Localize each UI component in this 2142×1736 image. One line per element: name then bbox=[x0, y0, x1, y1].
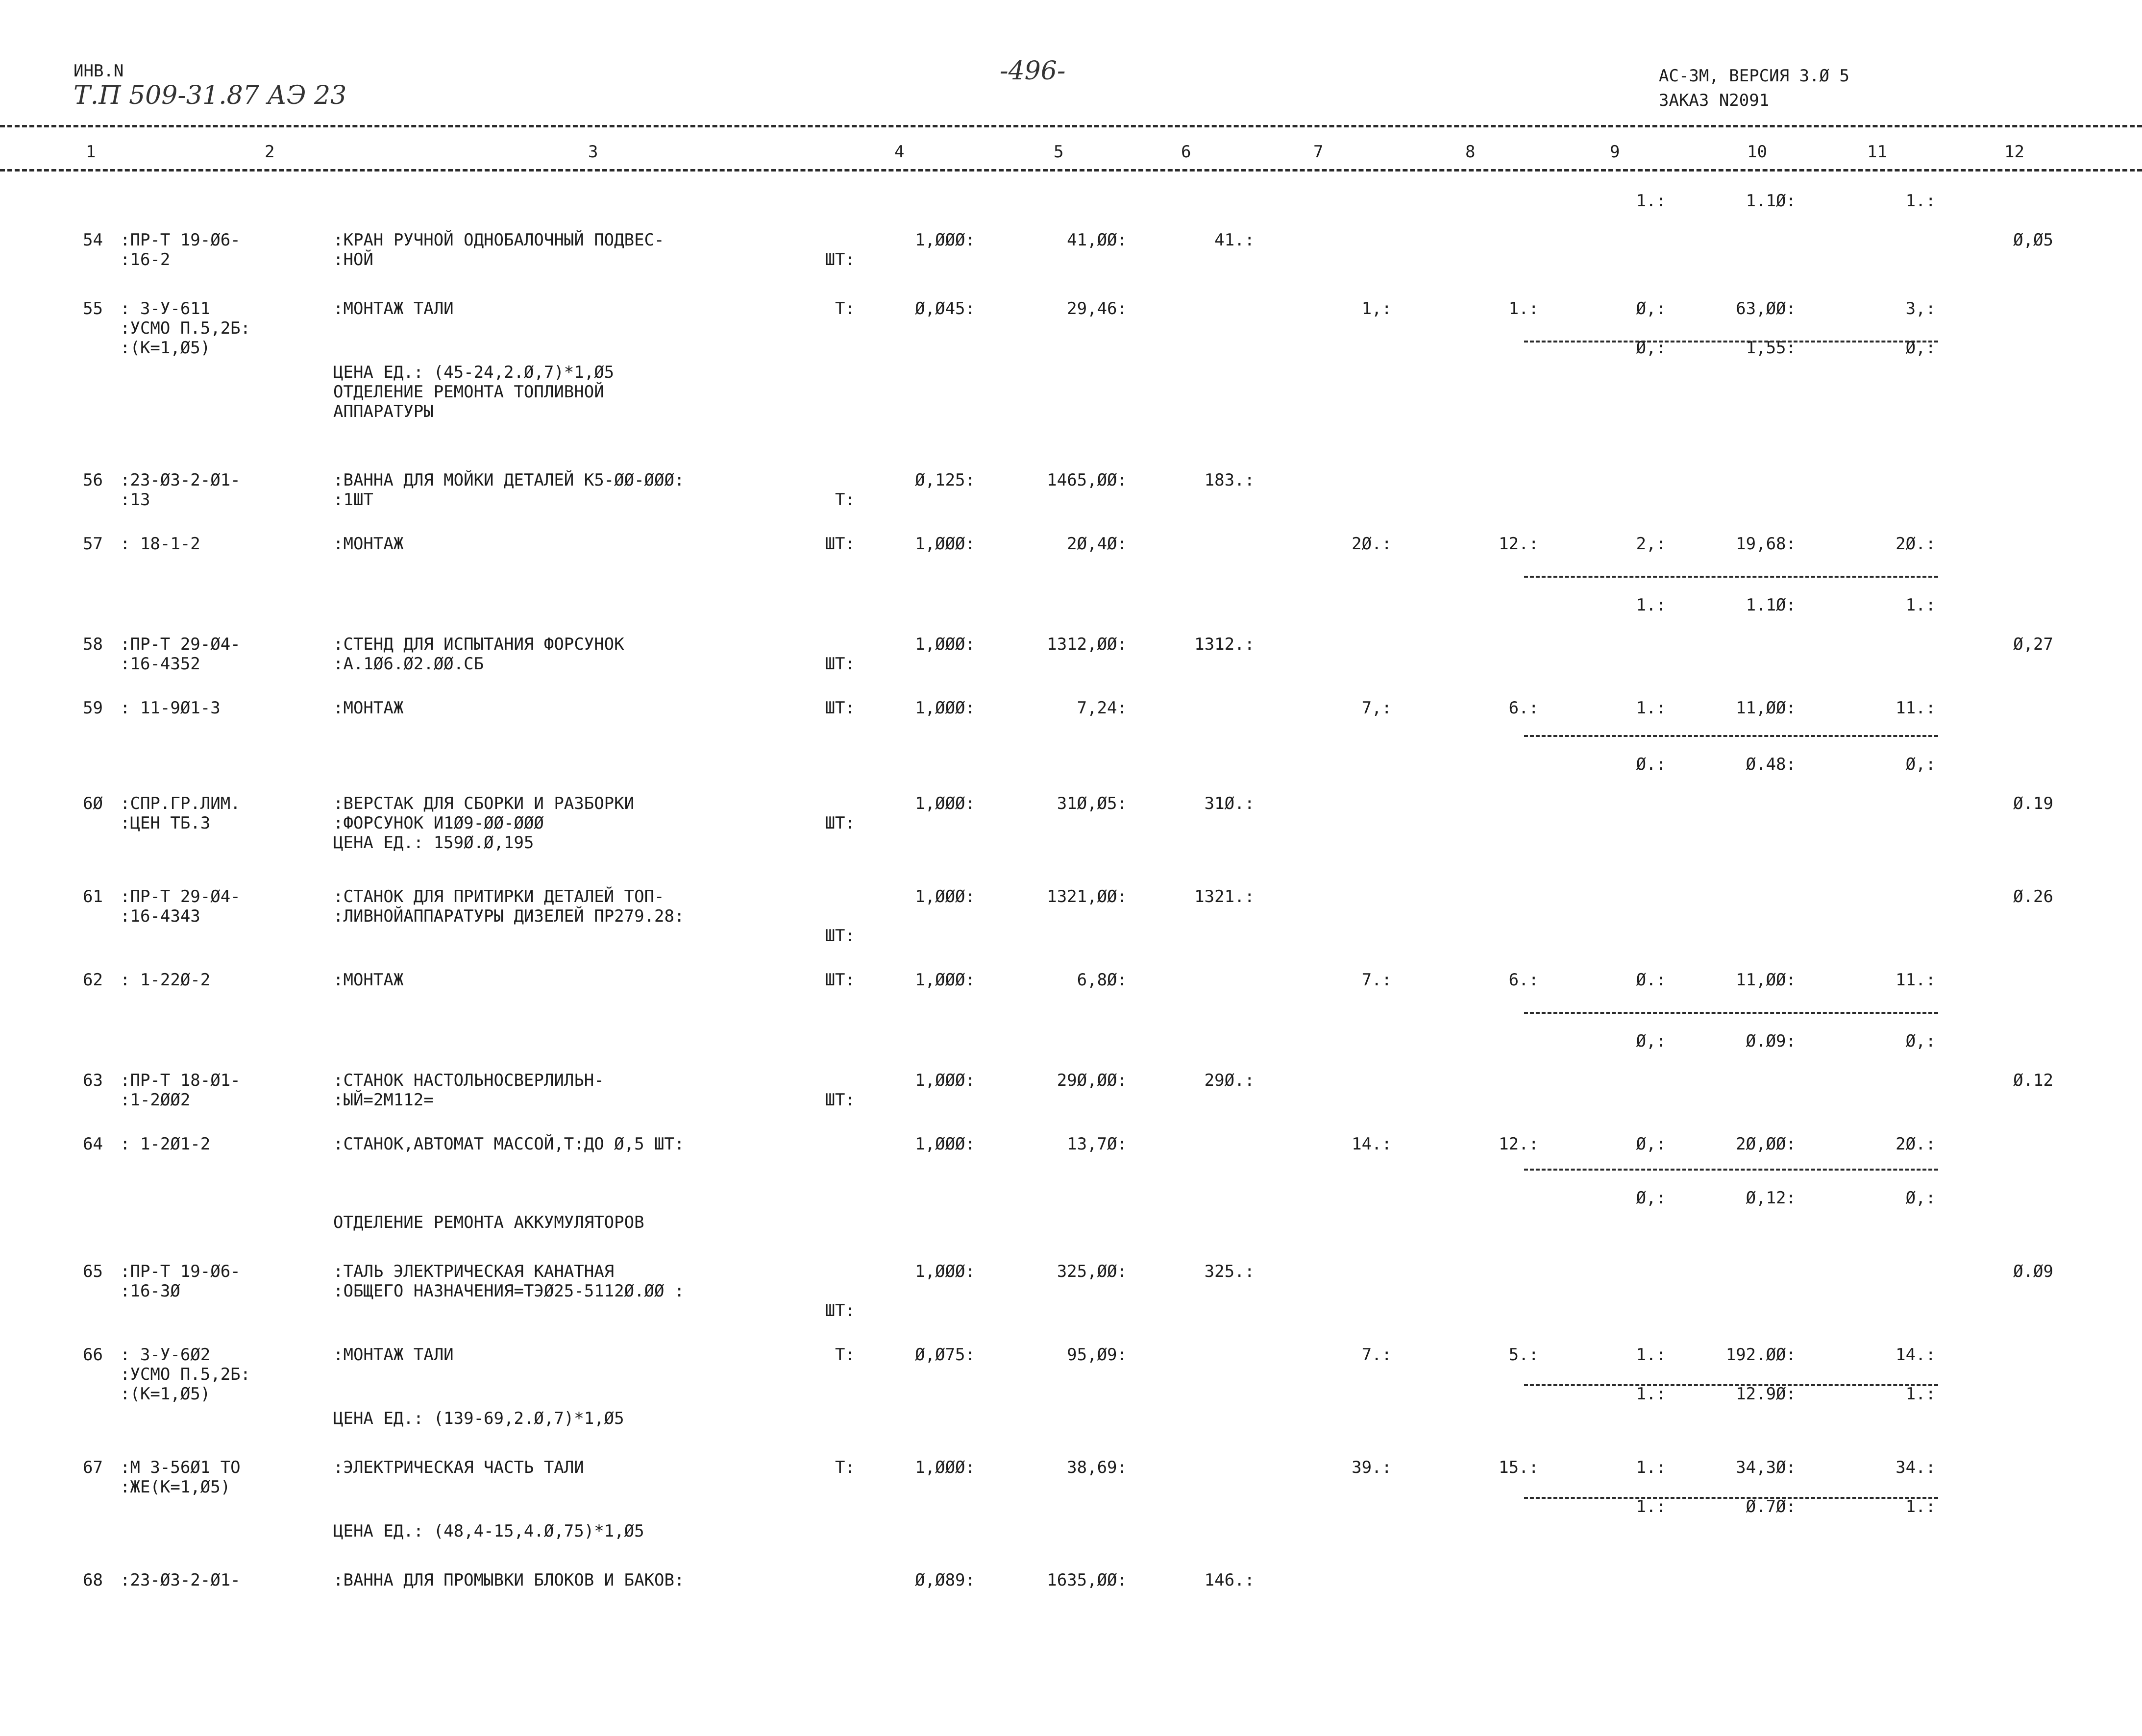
table-cell-c7: 39.: bbox=[1352, 1458, 1392, 1477]
table-cell-c1: 61 bbox=[83, 887, 103, 906]
table-cell-c3u: Т: bbox=[835, 299, 855, 318]
table-cell-c3u: ШТ: bbox=[825, 698, 855, 718]
table-cell-c10: Ø,12: bbox=[1746, 1188, 1796, 1208]
table-cell-c2: : 11-9Ø1-3 bbox=[120, 698, 221, 718]
column-header-7: 7 bbox=[1313, 142, 1324, 162]
table-cell-c10: 63,ØØ: bbox=[1736, 299, 1796, 318]
table-cell-c9: Ø,: bbox=[1636, 299, 1666, 318]
table-cell-c3u: ШТ: bbox=[825, 813, 855, 833]
column-header-12: 12 bbox=[2004, 142, 2024, 162]
column-header-9: 9 bbox=[1610, 142, 1620, 162]
table-cell-c2: : 18-1-2 bbox=[120, 534, 200, 554]
table-cell-c1: 55 bbox=[83, 299, 103, 318]
table-cell-c9: 1.: bbox=[1636, 595, 1666, 615]
column-header-2: 2 bbox=[265, 142, 275, 162]
table-cell-c3u: ШТ: bbox=[825, 970, 855, 990]
table-cell-c4: 1,ØØØ: bbox=[915, 1262, 975, 1281]
table-cell-c5: 95,Ø9: bbox=[1067, 1345, 1127, 1365]
table-cell-c12: Ø,27 bbox=[2013, 635, 2053, 654]
table-cell-c7: 1,: bbox=[1361, 299, 1392, 318]
table-cell-c2: : 1-22Ø-2 bbox=[120, 970, 211, 990]
table-cell-c5: 31Ø,Ø5: bbox=[1057, 794, 1127, 813]
header-separator-bottom bbox=[0, 169, 2142, 171]
table-cell-c11: 1.: bbox=[1905, 595, 1936, 615]
column-header-10: 10 bbox=[1747, 142, 1767, 162]
table-cell-c4: 1,ØØØ: bbox=[915, 635, 975, 654]
table-cell-c8: 12.: bbox=[1499, 534, 1539, 554]
table-cell-c10: Ø.Ø9: bbox=[1746, 1031, 1796, 1051]
table-cell-c3: АППАРАТУРЫ bbox=[333, 402, 434, 421]
cost-subrow-divider bbox=[1524, 1012, 1938, 1014]
table-cell-c9: 1.: bbox=[1636, 1497, 1666, 1516]
table-cell-c9: 2,: bbox=[1636, 534, 1666, 554]
table-cell-c9: Ø.: bbox=[1636, 970, 1666, 990]
table-cell-c3: :МОНТАЖ ТАЛИ bbox=[333, 299, 454, 318]
table-cell-c4: Ø,125: bbox=[915, 470, 975, 490]
table-cell-c2: :ПР-Т 19-Ø6- bbox=[120, 1262, 241, 1281]
table-cell-c3: :1ШТ bbox=[333, 490, 373, 510]
table-cell-c3: ЦЕНА ЕД.: 159Ø.Ø,195 bbox=[333, 833, 534, 853]
table-cell-c9: 1.: bbox=[1636, 191, 1666, 211]
table-cell-c2: : 1-2Ø1-2 bbox=[120, 1134, 211, 1154]
table-cell-c9: Ø.: bbox=[1636, 755, 1666, 774]
table-cell-c10: 1.1Ø: bbox=[1746, 191, 1796, 211]
table-cell-c5: 13,7Ø: bbox=[1067, 1134, 1127, 1154]
table-cell-c5: 1321,ØØ: bbox=[1047, 887, 1127, 906]
table-cell-c3: ОТДЕЛЕНИЕ РЕМОНТА ТОПЛИВНОЙ bbox=[333, 382, 604, 402]
handwritten-reference: Т.П 509-31.87 АЭ 23 bbox=[74, 81, 347, 110]
table-cell-c3: :ФОРСУНОК И1Ø9-ØØ-ØØØ bbox=[333, 813, 544, 833]
table-cell-c11: Ø,: bbox=[1905, 755, 1936, 774]
cost-subrow-divider bbox=[1524, 1384, 1938, 1386]
table-cell-c11: 14.: bbox=[1896, 1345, 1936, 1365]
table-cell-c3u: ШТ: bbox=[825, 1090, 855, 1110]
header-separator-top bbox=[0, 125, 2142, 127]
table-cell-c2: :ЦЕН ТБ.3 bbox=[120, 813, 211, 833]
cost-subrow-divider bbox=[1524, 341, 1938, 342]
table-cell-c3: :ЛИВНОЙАППАРАТУРЫ ДИЗЕЛЕЙ ПР279.28: bbox=[333, 906, 685, 926]
table-cell-c4: Ø,Ø45: bbox=[915, 299, 975, 318]
table-cell-c11: Ø,: bbox=[1905, 1031, 1936, 1051]
table-cell-c3: :КРАН РУЧНОЙ ОДНОБАЛОЧНЫЙ ПОДВЕС- bbox=[333, 230, 665, 250]
table-cell-c1: 62 bbox=[83, 970, 103, 990]
table-cell-c10: 11,ØØ: bbox=[1736, 698, 1796, 718]
table-cell-c10: 19,68: bbox=[1736, 534, 1796, 554]
cost-subrow-divider bbox=[1524, 735, 1938, 737]
table-cell-c8: 5.: bbox=[1508, 1345, 1539, 1365]
table-cell-c6: 41.: bbox=[1214, 230, 1255, 250]
table-cell-c11: 2Ø.: bbox=[1896, 534, 1936, 554]
table-cell-c2: :(К=1,Ø5) bbox=[120, 338, 211, 358]
table-cell-c2: :М 3-56Ø1 ТО bbox=[120, 1458, 241, 1477]
table-cell-c3u: ШТ: bbox=[825, 534, 855, 554]
table-cell-c2: :16-2 bbox=[120, 250, 171, 269]
table-cell-c7: 14.: bbox=[1352, 1134, 1392, 1154]
table-cell-c5: 29Ø,ØØ: bbox=[1057, 1071, 1127, 1090]
table-cell-c8: 1.: bbox=[1508, 299, 1539, 318]
order-number: ЗАКАЗ N2091 bbox=[1659, 91, 1770, 110]
table-cell-c11: Ø,: bbox=[1905, 338, 1936, 358]
table-cell-c3: ОТДЕЛЕНИЕ РЕМОНТА АККУМУЛЯТОРОВ bbox=[333, 1213, 644, 1232]
table-cell-c3: ЦЕНА ЕД.: (48,4-15,4.Ø,75)*1,Ø5 bbox=[333, 1521, 644, 1541]
table-cell-c2: :(К=1,Ø5) bbox=[120, 1384, 211, 1404]
table-cell-c10: 2Ø,ØØ: bbox=[1736, 1134, 1796, 1154]
table-cell-c2: :13 bbox=[120, 490, 150, 510]
table-cell-c6: 29Ø.: bbox=[1204, 1071, 1255, 1090]
table-cell-c6: 183.: bbox=[1204, 470, 1255, 490]
table-cell-c5: 41,ØØ: bbox=[1067, 230, 1127, 250]
table-cell-c9: 1.: bbox=[1636, 698, 1666, 718]
table-cell-c3: :НОЙ bbox=[333, 250, 373, 269]
table-cell-c10: 1,55: bbox=[1746, 338, 1796, 358]
cost-subrow-divider bbox=[1524, 576, 1938, 578]
table-cell-c5: 6,8Ø: bbox=[1077, 970, 1127, 990]
column-header-5: 5 bbox=[1054, 142, 1064, 162]
table-cell-c5: 38,69: bbox=[1067, 1458, 1127, 1477]
table-cell-c3u: ШТ: bbox=[825, 1301, 855, 1320]
table-cell-c7: 2Ø.: bbox=[1352, 534, 1392, 554]
table-cell-c9: Ø,: bbox=[1636, 1134, 1666, 1154]
table-cell-c9: 1.: bbox=[1636, 1458, 1666, 1477]
column-header-1: 1 bbox=[86, 142, 96, 162]
table-cell-c3: :МОНТАЖ ТАЛИ bbox=[333, 1345, 454, 1365]
table-cell-c4: 1,ØØØ: bbox=[915, 970, 975, 990]
table-cell-c10: 11,ØØ: bbox=[1736, 970, 1796, 990]
table-cell-c4: 1,ØØØ: bbox=[915, 534, 975, 554]
table-cell-c9: 1.: bbox=[1636, 1345, 1666, 1365]
cost-subrow-divider bbox=[1524, 1497, 1938, 1499]
table-cell-c2: :16-3Ø bbox=[120, 1281, 180, 1301]
table-cell-c2: :ЖЕ(К=1,Ø5) bbox=[120, 1477, 231, 1497]
table-cell-c12: Ø.12 bbox=[2013, 1071, 2053, 1090]
column-header-8: 8 bbox=[1465, 142, 1476, 162]
table-cell-c9: Ø,: bbox=[1636, 1188, 1666, 1208]
table-cell-c11: 2Ø.: bbox=[1896, 1134, 1936, 1154]
table-cell-c4: 1,ØØØ: bbox=[915, 887, 975, 906]
table-cell-c9: Ø,: bbox=[1636, 338, 1666, 358]
table-cell-c8: 6.: bbox=[1508, 970, 1539, 990]
table-cell-c3u: ШТ: bbox=[825, 926, 855, 946]
table-cell-c7: 7,: bbox=[1361, 698, 1392, 718]
table-cell-c3: :ЭЛЕКТРИЧЕСКАЯ ЧАСТЬ ТАЛИ bbox=[333, 1458, 584, 1477]
table-cell-c5: 1465,ØØ: bbox=[1047, 470, 1127, 490]
table-cell-c3u: Т: bbox=[835, 1458, 855, 1477]
table-cell-c6: 31Ø.: bbox=[1204, 794, 1255, 813]
table-cell-c7: 7.: bbox=[1361, 970, 1392, 990]
table-cell-c5: 1312,ØØ: bbox=[1047, 635, 1127, 654]
table-cell-c3: :МОНТАЖ bbox=[333, 698, 404, 718]
table-cell-c10: 12.9Ø: bbox=[1736, 1384, 1796, 1404]
table-cell-c10: 34,3Ø: bbox=[1736, 1458, 1796, 1477]
table-cell-c10: 1.1Ø: bbox=[1746, 595, 1796, 615]
column-header-3: 3 bbox=[588, 142, 598, 162]
table-cell-c11: 11.: bbox=[1896, 970, 1936, 990]
table-cell-c4: 1,ØØØ: bbox=[915, 1071, 975, 1090]
table-cell-c1: 66 bbox=[83, 1345, 103, 1365]
table-cell-c5: 325,ØØ: bbox=[1057, 1262, 1127, 1281]
table-cell-c1: 64 bbox=[83, 1134, 103, 1154]
table-cell-c12: Ø.26 bbox=[2013, 887, 2053, 906]
table-cell-c10: 192.ØØ: bbox=[1725, 1345, 1796, 1365]
table-cell-c2: :23-Ø3-2-Ø1- bbox=[120, 470, 241, 490]
table-cell-c11: 3,: bbox=[1905, 299, 1936, 318]
table-cell-c1: 59 bbox=[83, 698, 103, 718]
table-cell-c10: Ø.48: bbox=[1746, 755, 1796, 774]
table-cell-c3: :МОНТАЖ bbox=[333, 970, 404, 990]
table-cell-c2: :16-4343 bbox=[120, 906, 200, 926]
table-cell-c2: :СПР.ГР.ЛИМ. bbox=[120, 794, 241, 813]
table-cell-c3: ЦЕНА ЕД.: (45-24,2.Ø,7)*1,Ø5 bbox=[333, 363, 615, 382]
table-cell-c2: : 3-У-611 bbox=[120, 299, 211, 318]
table-cell-c1: 63 bbox=[83, 1071, 103, 1090]
table-cell-c3u: ШТ: bbox=[825, 250, 855, 269]
table-cell-c6: 146.: bbox=[1204, 1570, 1255, 1590]
table-cell-c2: :ПР-Т 18-Ø1- bbox=[120, 1071, 241, 1090]
table-cell-c2: :1-2ØØ2 bbox=[120, 1090, 191, 1110]
table-cell-c10: Ø.7Ø: bbox=[1746, 1497, 1796, 1516]
table-cell-c3: :МОНТАЖ bbox=[333, 534, 404, 554]
table-cell-c11: Ø,: bbox=[1905, 1188, 1936, 1208]
table-cell-c5: 29,46: bbox=[1067, 299, 1127, 318]
table-cell-c3: :А.1Ø6.Ø2.ØØ.СБ bbox=[333, 654, 484, 674]
table-cell-c3: :ТАЛЬ ЭЛЕКТРИЧЕСКАЯ КАНАТНАЯ bbox=[333, 1262, 615, 1281]
table-cell-c3: :ВАННА ДЛЯ ПРОМЫВКИ БЛОКОВ И БАКОВ: bbox=[333, 1570, 685, 1590]
table-cell-c11: 34.: bbox=[1896, 1458, 1936, 1477]
table-cell-c6: 1312.: bbox=[1194, 635, 1255, 654]
table-cell-c3: :СТАНОК ДЛЯ ПРИТИРКИ ДЕТАЛЕЙ ТОП- bbox=[333, 887, 665, 906]
inventory-label: ИНВ.N bbox=[74, 61, 124, 81]
table-cell-c9: Ø,: bbox=[1636, 1031, 1666, 1051]
table-cell-c2: :ПР-Т 19-Ø6- bbox=[120, 230, 241, 250]
table-cell-c3: :СТЕНД ДЛЯ ИСПЫТАНИЯ ФОРСУНОК bbox=[333, 635, 624, 654]
table-cell-c8: 15.: bbox=[1499, 1458, 1539, 1477]
table-cell-c2: :16-4352 bbox=[120, 654, 200, 674]
cost-subrow-divider bbox=[1524, 1169, 1938, 1171]
table-cell-c1: 67 bbox=[83, 1458, 103, 1477]
table-cell-c1: 6Ø bbox=[83, 794, 103, 813]
table-cell-c1: 56 bbox=[83, 470, 103, 490]
table-cell-c4: Ø,Ø89: bbox=[915, 1570, 975, 1590]
table-cell-c5: 7,24: bbox=[1077, 698, 1127, 718]
table-cell-c1: 65 bbox=[83, 1262, 103, 1281]
table-cell-c11: 1.: bbox=[1905, 191, 1936, 211]
table-cell-c11: 1.: bbox=[1905, 1384, 1936, 1404]
table-cell-c2: :ПР-Т 29-Ø4- bbox=[120, 887, 241, 906]
column-header-6: 6 bbox=[1181, 142, 1191, 162]
table-cell-c4: 1,ØØØ: bbox=[915, 230, 975, 250]
table-cell-c2: : 3-У-6Ø2 bbox=[120, 1345, 211, 1365]
table-cell-c3: :ОБЩЕГО НАЗНАЧЕНИЯ=ТЭØ25-5112Ø.ØØ : bbox=[333, 1281, 685, 1301]
table-cell-c11: 1.: bbox=[1905, 1497, 1936, 1516]
table-cell-c7: 7.: bbox=[1361, 1345, 1392, 1365]
table-cell-c1: 58 bbox=[83, 635, 103, 654]
table-cell-c5: 2Ø,4Ø: bbox=[1067, 534, 1127, 554]
table-cell-c4: 1,ØØØ: bbox=[915, 1458, 975, 1477]
table-cell-c3u: Т: bbox=[835, 1345, 855, 1365]
program-version: АС-3М, ВЕРСИЯ 3.Ø 5 bbox=[1659, 66, 1849, 86]
table-cell-c4: 1,ØØØ: bbox=[915, 794, 975, 813]
page-number: -496- bbox=[1000, 56, 1066, 86]
column-header-11: 11 bbox=[1867, 142, 1887, 162]
table-cell-c3: :СТАНОК НАСТОЛЬНОСВЕРЛИЛЬН- bbox=[333, 1071, 604, 1090]
table-cell-c11: 11.: bbox=[1896, 698, 1936, 718]
table-cell-c3: :ВЕРСТАК ДЛЯ СБОРКИ И РАЗБОРКИ bbox=[333, 794, 635, 813]
table-cell-c12: Ø,Ø5 bbox=[2013, 230, 2053, 250]
table-cell-c3u: Т: bbox=[835, 490, 855, 510]
table-cell-c3: :ВАННА ДЛЯ МОЙКИ ДЕТАЛЕЙ К5-ØØ-ØØØ: bbox=[333, 470, 685, 490]
table-cell-c2: :23-Ø3-2-Ø1- bbox=[120, 1570, 241, 1590]
table-cell-c4: Ø,Ø75: bbox=[915, 1345, 975, 1365]
column-header-4: 4 bbox=[894, 142, 905, 162]
table-cell-c3: ЦЕНА ЕД.: (139-69,2.Ø,7)*1,Ø5 bbox=[333, 1409, 624, 1428]
table-cell-c3: :ЫЙ=2М112= bbox=[333, 1090, 434, 1110]
table-cell-c4: 1,ØØØ: bbox=[915, 698, 975, 718]
table-cell-c12: Ø.Ø9 bbox=[2013, 1262, 2053, 1281]
table-cell-c4: 1,ØØØ: bbox=[915, 1134, 975, 1154]
table-cell-c3: :СТАНОК,АВТОМАТ МАССОЙ,Т:ДО Ø,5 ШТ: bbox=[333, 1134, 685, 1154]
table-cell-c3u: ШТ: bbox=[825, 654, 855, 674]
table-cell-c6: 325.: bbox=[1204, 1262, 1255, 1281]
table-cell-c12: Ø.19 bbox=[2013, 794, 2053, 813]
table-cell-c6: 1321.: bbox=[1194, 887, 1255, 906]
table-cell-c2: :УСМО П.5,2Б: bbox=[120, 1365, 251, 1384]
table-cell-c1: 68 bbox=[83, 1570, 103, 1590]
table-cell-c2: :ПР-Т 29-Ø4- bbox=[120, 635, 241, 654]
table-cell-c8: 12.: bbox=[1499, 1134, 1539, 1154]
table-cell-c9: 1.: bbox=[1636, 1384, 1666, 1404]
table-cell-c2: :УСМО П.5,2Б: bbox=[120, 318, 251, 338]
table-cell-c8: 6.: bbox=[1508, 698, 1539, 718]
table-cell-c1: 57 bbox=[83, 534, 103, 554]
table-cell-c1: 54 bbox=[83, 230, 103, 250]
table-cell-c5: 1635,ØØ: bbox=[1047, 1570, 1127, 1590]
